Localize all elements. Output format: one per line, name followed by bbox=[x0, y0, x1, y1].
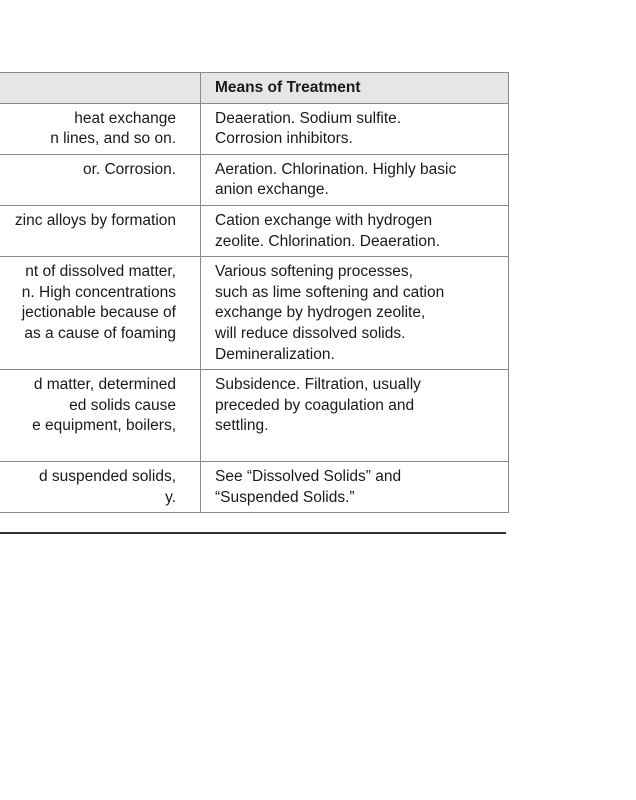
treatment-cell: Aeration. Chlorination. Highly basic anion exchange. bbox=[201, 154, 509, 205]
column-header-problem bbox=[0, 73, 201, 104]
table-header-row bbox=[0, 73, 509, 104]
treatment-cell: See “Dissolved Solids” and “Suspended Solids.” bbox=[201, 462, 509, 513]
treatment-cell: Deaeration. Sodium sulfite. Corrosion inhibitors. bbox=[201, 103, 509, 154]
table-row bbox=[0, 205, 509, 256]
problem-cell: or. Corrosion. bbox=[0, 154, 201, 205]
problem-cell: d matter, determined ed solids cause e equipment, boilers, bbox=[0, 370, 201, 462]
treatment-cell: Cation exchange with hydrogen zeolite. Chlorination. Deaeration. bbox=[201, 205, 509, 256]
treatment-table bbox=[0, 72, 509, 513]
treatment-cell: Various softening processes, such as lime softening and cation exchange by hydrogen zeolite, will reduce dissolved solids. Demineralization. bbox=[201, 257, 509, 370]
treatment-table-wrapper bbox=[0, 72, 508, 513]
problem-cell: zinc alloys by formation bbox=[0, 205, 201, 256]
table-row bbox=[0, 462, 509, 513]
column-header-means-of-treatment: Means of Treatment bbox=[201, 73, 509, 104]
table-row bbox=[0, 257, 509, 370]
problem-cell: heat exchange n lines, and so on. bbox=[0, 103, 201, 154]
table-row bbox=[0, 154, 509, 205]
table-bottom-rule bbox=[0, 532, 506, 534]
problem-cell: nt of dissolved matter, n. High concentrations jectionable because of as a cause of foaming bbox=[0, 257, 201, 370]
table-row bbox=[0, 103, 509, 154]
table-row bbox=[0, 370, 509, 462]
treatment-cell: Subsidence. Filtration, usually preceded by coagulation and settling. bbox=[201, 370, 509, 462]
problem-cell: d suspended solids, y. bbox=[0, 462, 201, 513]
